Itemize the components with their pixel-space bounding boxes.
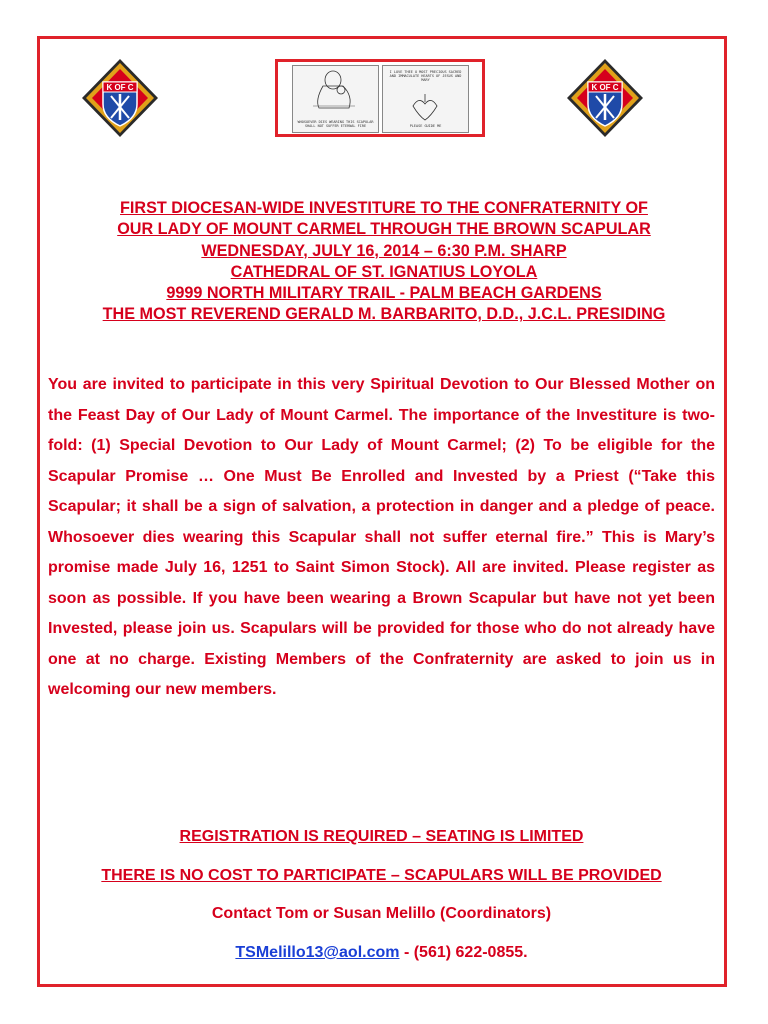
brown-scapular-image [275, 59, 485, 137]
heading-line-title-1: FIRST DIOCESAN-WIDE INVESTITURE TO THE CONFRATERNITY OF [120, 199, 648, 217]
heading-line-address: 9999 NORTH MILITARY TRAIL - PALM BEACH GARDENS [166, 284, 602, 303]
invitation-paragraph: You are invited to participate in this very Spiritual Devotion to Our Blessed Mother on the Feast Day of Our Lady of Mount Carmel. The importance of the Investiture is two-fold: (1) Special Devotion to Our Lady of Mount Carmel; (2) To be eligible for the Scapular Promise … One Must Be Enrolled and Invested by a Priest (“Take this Scapular; it shall be a sign of salvation, a protection in danger and a pledge of peace. Whosoever dies wearing this Scapular shall not suffer eternal fire.” This is Mary’s promise made July 16, 1251 to Saint Simon Stock). All are invited. Please register as soon as possible. If you have been wearing a Brown Scapular but have not yet been Invested, please join us. Scapulars will be provided for those who do not already have one at no charge. Existing Members of the Confraternity are asked to join us in welcoming our new members. [48, 376, 715, 698]
madonna-and-child-icon [293, 66, 378, 110]
heading-line-venue: CATHEDRAL OF ST. IGNATIUS LOYOLA [230, 262, 538, 281]
scapular-card-right [382, 65, 469, 133]
logo-left-text: K OF C [106, 83, 134, 92]
scapular-card-left [292, 65, 379, 133]
sacred-hearts-icon [383, 66, 468, 132]
event-heading [60, 198, 708, 326]
registration-notice: REGISTRATION IS REQUIRED – SEATING IS LIMITED [179, 828, 584, 845]
knights-of-columbus-logo-right [566, 58, 644, 138]
scapular-right-top-text: I LOVE THEE O MOST PRECIOUS SACRED AND IMMACULATE HEARTS OF JESUS AND MARY [389, 70, 462, 82]
scapular-left-caption: WHOSOEVER DIES WEARING THIS SCAPULAR SHALL NOT SUFFER ETERNAL FIRE [297, 120, 374, 128]
no-cost-notice: THERE IS NO COST TO PARTICIPATE – SCAPULARS WILL BE PROVIDED [101, 867, 662, 884]
phone-number: - (561) 622-0855. [399, 944, 528, 961]
contact-details [48, 944, 715, 962]
heading-line-date: WEDNESDAY, JULY 16, 2014 – 6:30 P.M. SHARP [201, 241, 567, 260]
heading-line-presider: THE MOST REVEREND GERALD M. BARBARITO, D.D., J.C.L. PRESIDING [102, 305, 666, 324]
contact-line: Contact Tom or Susan Melillo (Coordinators) [211, 905, 552, 922]
logo-right-text: K OF C [591, 83, 619, 92]
email-link[interactable]: TSMelillo13@aol.com [235, 944, 400, 961]
heading-line-title-2: OUR LADY OF MOUNT CARMEL THROUGH THE BROWN SCAPULAR [117, 220, 651, 239]
scapular-right-caption: PLEASE GUIDE ME [409, 124, 442, 128]
knights-of-columbus-logo-left [81, 58, 159, 138]
